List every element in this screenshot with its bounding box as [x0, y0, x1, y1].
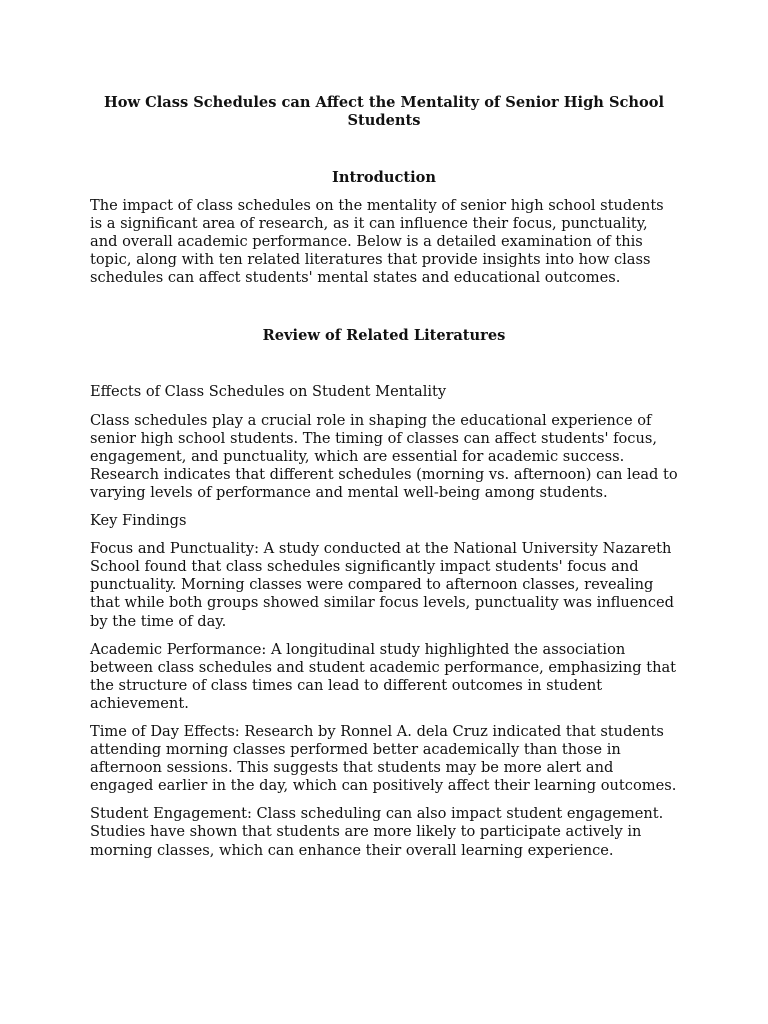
review-heading: Review of Related Literatures	[262, 327, 506, 345]
review-subheading: Effects of Class Schedules on Student Mentality	[90, 383, 447, 401]
finding-focus-punctuality: Focus and Punctuality: A study conducted at the National University Nazareth School found that class schedules significantly impact students' focus and punctuality. Morning classes were compared to afternoon classes, revealing that while both groups showed similar focus levels, punctuality was influenced by the time of day.	[90, 540, 674, 630]
finding-student-engagement: Student Engagement: Class scheduling can also impact student engagement. Studies have shown that students are more likely to participate actively in morning classes, which can enhance their overall learning experience.	[90, 805, 664, 859]
document-title: How Class Schedules can Affect the Mentality of Senior High School Students	[103, 94, 665, 129]
introduction-heading: Introduction	[332, 169, 436, 186]
finding-time-of-day: Time of Day Effects: Research by Ronnel A. dela Cruz indicated that students attending morning classes performed better academically than those in afternoon sessions. This suggests that students may be more alert and engaged earlier in the day, which can positively affect their learning outcomes.	[90, 722, 677, 795]
key-findings-label: Key Findings	[90, 512, 187, 530]
document-page	[90, 94, 678, 860]
review-paragraph: Class schedules play a crucial role in shaping the educational experience of senior high school students. The timing of classes can affect students' focus, engagement, and punctuality, which are essential for academic success. Research indicates that different schedules (morning vs. afternoon) can lead to varying levels of performance and mental well-being among students.	[90, 411, 678, 501]
finding-academic-performance: Academic Performance: A longitudinal study highlighted the association between class schedules and student academic performance, emphasizing that the structure of class times can lead to different outcomes in student achievement.	[90, 640, 677, 712]
introduction-paragraph: The impact of class schedules on the mentality of senior high school students is a significant area of research, as it can influence their focus, punctuality, and overall academic performance. Below is a detailed examination of this topic, along with ten related literatures that provide insights into how class schedules can affect students' mental states and educational outcomes.	[90, 197, 664, 287]
